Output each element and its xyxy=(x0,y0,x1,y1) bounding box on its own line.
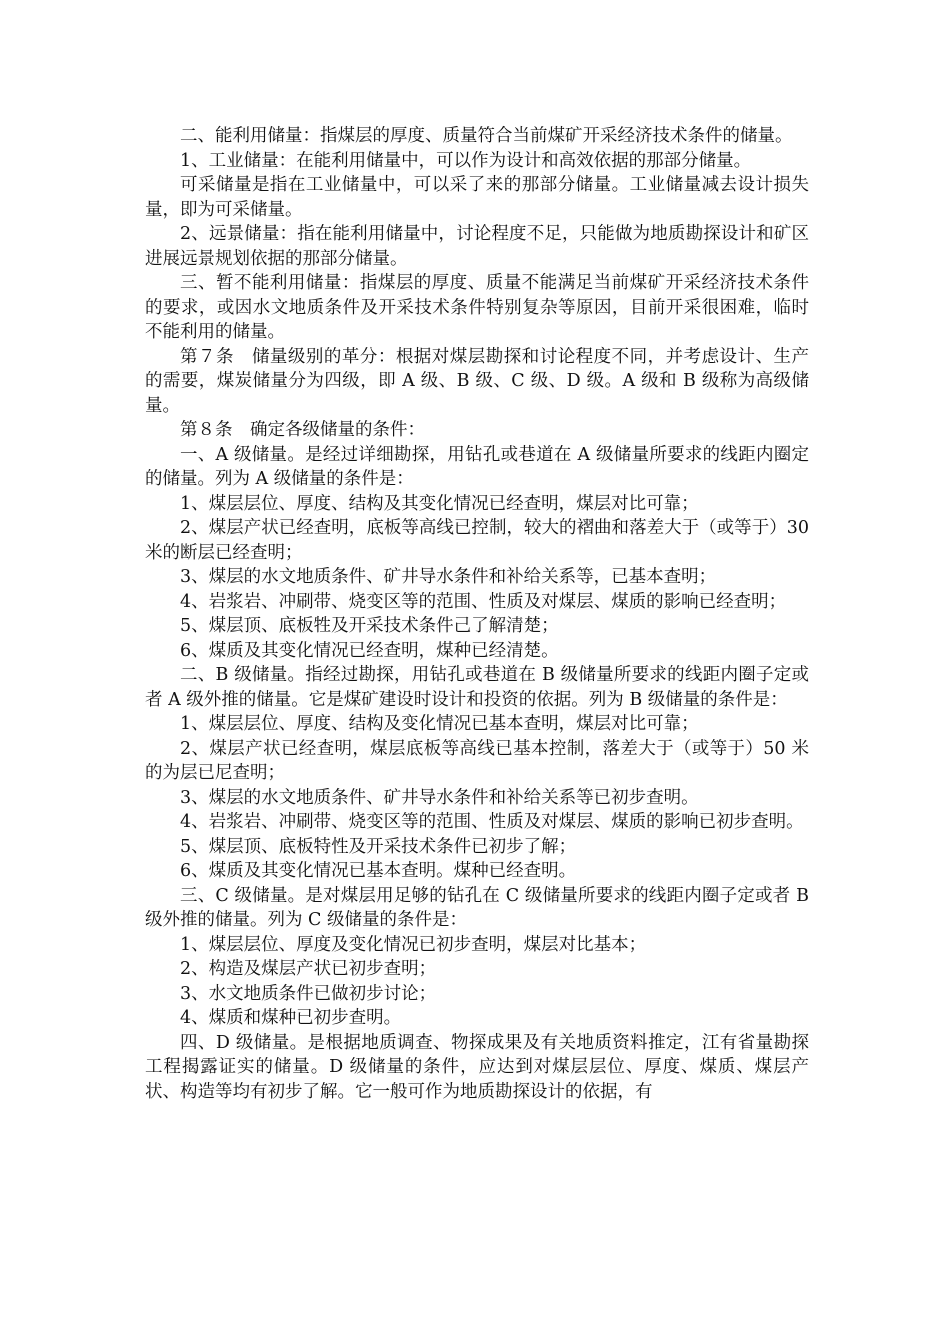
paragraph: 1、煤层层位、厚度及变化情况已初步查明，煤层对比基本； xyxy=(180,934,647,955)
paragraph: 6、煤质及其变化情况已基本查明。煤种已经查明。 xyxy=(180,861,577,881)
paragraph: 3、煤层的水文地质条件、矿井导水条件和补给关系等已初步查明。 xyxy=(180,787,699,808)
paragraph: 1、工业储量：在能利用储量中，可以作为设计和高效依据的那部分储量。 xyxy=(180,150,752,171)
paragraph: 6、煤质及其变化情况已经查明，煤种已经清楚。 xyxy=(180,640,559,661)
paragraph: 4、岩浆岩、冲刷带、烧变区等的范围、性质及对煤层、煤质的影响已初步查明。 xyxy=(180,812,804,832)
paragraph: 四、D 级储量。是根据地质调查、物探成果及有关地质资料推定，江有省量勘探工程揭露证实的储量。D 级储量的条件，应达到对煤层层位、厚度、煤质、煤层产状、构造等均有初步了解。它一般可作为地质勘探设计的依据，有 xyxy=(145,1032,809,1102)
paragraph: 4、煤质和煤种已初步查明。 xyxy=(180,1008,402,1028)
document-body xyxy=(145,124,809,1104)
paragraph: 二、能利用储量：指煤层的厚度、质量符合当前煤矿开采经济技术条件的储量。 xyxy=(180,126,793,146)
paragraph: 二、B 级储量。指经过勘探，用钻孔或巷道在 B 级储量所要求的线距内圈子定或者 A 级外推的储量。它是煤矿建设时设计和投资的依据。列为 B 级储量的条件是： xyxy=(145,665,809,710)
paragraph: 1、煤层层位、厚度、结构及其变化情况已经查明，煤层对比可靠； xyxy=(180,493,699,514)
paragraph: 3、水文地质条件已做初步讨论； xyxy=(180,983,437,1004)
paragraph: 5、煤层顶、底板牲及开采技术条件己了解清楚； xyxy=(180,616,559,636)
paragraph: 3、煤层的水文地质条件、矿井导水条件和补给关系等，已基本查明； xyxy=(180,567,717,587)
paragraph: 可采储量是指在工业储量中，可以采了来的那部分储量。工业储量减去设计损失量，即为可采储量。 xyxy=(145,175,809,220)
paragraph: 三、暂不能利用储量：指煤层的厚度、质量不能满足当前煤矿开采经济技术条件的要求，或因水文地质条件及开采技术条件特别复杂等原因，目前开采很困难，临时不能利用的储量。 xyxy=(145,273,809,342)
paragraph: 第８条 确定各级储量的条件： xyxy=(180,420,425,440)
paragraph: 1、煤层层位、厚度、结构及变化情况已基本查明，煤层对比可靠； xyxy=(180,714,699,734)
paragraph: 2、构造及煤层产状已初步查明； xyxy=(180,959,437,979)
paragraph: 5、煤层顶、底板特性及开采技术条件已初步了解； xyxy=(180,836,577,857)
paragraph: 2、远景储量：指在能利用储量中，讨论程度不足，只能做为地质勘探设计和矿区进展远景规划依据的那部分储量。 xyxy=(145,224,809,269)
paragraph: 2、煤层产状已经查明，底板等高线已控制，较大的褶曲和落差大于（或等于）30 米的断层已经查明； xyxy=(145,518,809,563)
paragraph: 2、煤层产状已经查明，煤层底板等高线已基本控制，落差大于（或等于）50 米的为层已尼查明； xyxy=(145,738,809,783)
paragraph: 4、岩浆岩、冲刷带、烧变区等的范围、性质及对煤层、煤质的影响已经查明； xyxy=(180,591,787,612)
paragraph: 一、A 级储量。是经过详细勘探，用钻孔或巷道在 A 级储量所要求的线距内圈定的储量。列为 A 级储量的条件是： xyxy=(145,444,809,489)
paragraph: 第７条 储量级别的革分：根据对煤层勘探和讨论程度不同，并考虑设计、生产的需要，煤炭储量分为四级，即 A 级、B 级、C 级、D 级。A 级和 B 级称为高级储量。 xyxy=(145,346,809,416)
paragraph: 三、C 级储量。是对煤层用足够的钻孔在 C 级储量所要求的线距内圈子定或者 B 级外推的储量。列为 C 级储量的条件是： xyxy=(145,885,809,930)
